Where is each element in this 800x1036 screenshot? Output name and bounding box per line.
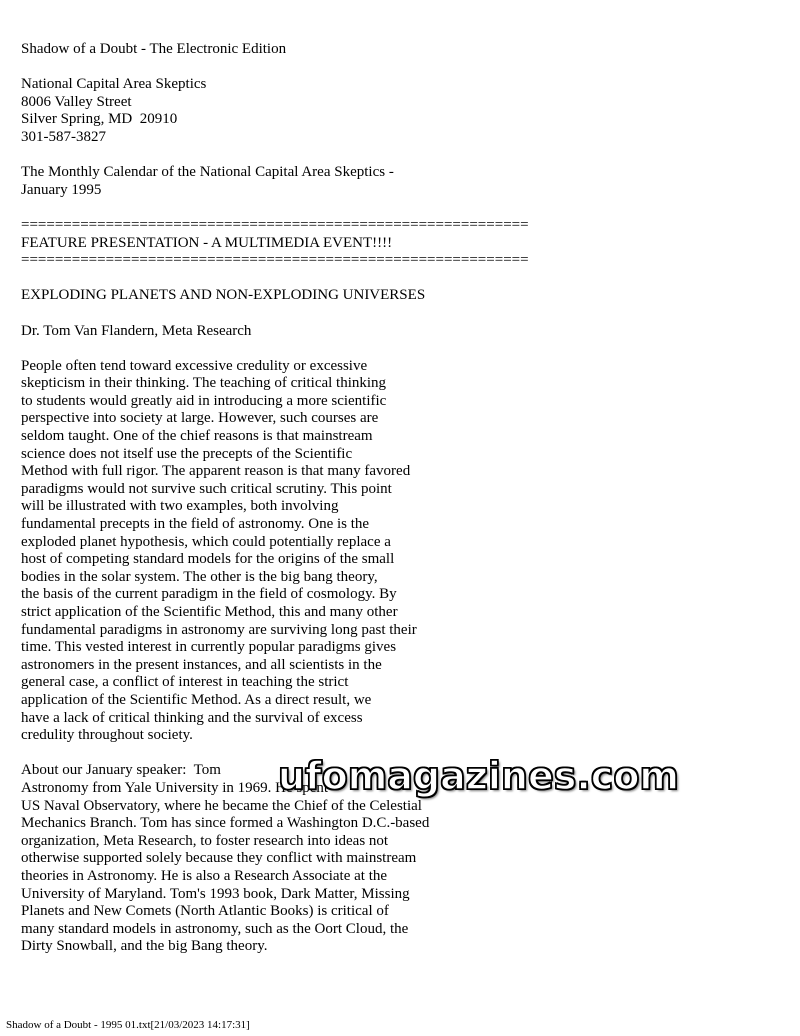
abstract-line: general case, a conflict of interest in teaching the strict (21, 674, 349, 691)
document-body (21, 41, 581, 956)
blank-line (21, 340, 581, 358)
bio-line: organization, Meta Research, to foster research into ideas not (21, 832, 389, 849)
bio-line: otherwise supported solely because they conflict with mainstream (21, 850, 417, 867)
bio-line: University of Maryland. Tom's 1993 book, Dark Matter, Missing (21, 885, 410, 902)
blank-line (21, 305, 581, 323)
blank-line (21, 147, 581, 165)
abstract-line: perspective into society at large. However, such courses are (21, 410, 379, 427)
bio-line: Mechanics Branch. Tom has since formed a Washington D.C.-based (21, 815, 430, 832)
address-line: National Capital Area Skeptics (21, 76, 207, 93)
abstract-paragraph (21, 358, 581, 745)
separator-line: ============================================================ (21, 252, 529, 269)
abstract-line: science does not itself use the precepts of the Scientific (21, 445, 353, 462)
address-line: 8006 Valley Street (21, 93, 132, 110)
abstract-line: credulity throughout society. (21, 727, 193, 744)
bio-line: US Naval Observatory, where he became the Chief of the Celestial (21, 797, 422, 814)
bio-line: Astronomy from Yale University in 1969. He spent (21, 779, 329, 796)
separator-line: ============================================================ (21, 216, 529, 233)
abstract-line: paradigms would not survive such critical scrutiny. This point (21, 480, 392, 497)
abstract-line: skepticism in their thinking. The teaching of critical thinking (21, 375, 387, 392)
abstract-line: exploded planet hypothesis, which could potentially replace a (21, 533, 391, 550)
bio-line: Planets and New Comets (North Atlantic Books) is critical of (21, 903, 389, 920)
abstract-line: Method with full rigor. The apparent reason is that many favored (21, 463, 411, 480)
blank-line (21, 270, 581, 288)
bio-line: theories in Astronomy. He is also a Research Associate at the (21, 867, 388, 884)
calendar-heading: The Monthly Calendar of the National Capital Area Skeptics - (21, 164, 394, 181)
address-block (21, 76, 581, 146)
abstract-line: the basis of the current paradigm in the field of cosmology. By (21, 586, 397, 603)
abstract-line: strict application of the Scientific Method, this and many other (21, 604, 398, 620)
abstract-line: astronomers in the present instances, and all scientists in the (21, 656, 382, 673)
abstract-line: application of the Scientific Method. As a direct result, we (21, 691, 372, 708)
abstract-line: fundamental paradigms in astronomy are surviving long past their (21, 621, 417, 638)
page-footer: Shadow of a Doubt - 1995 01.txt[21/03/2023 14:17:31] (6, 1019, 250, 1031)
abstract-line: time. This vested interest in currently popular paradigms gives (21, 639, 397, 656)
abstract-line: will be illustrated with two examples, both involving (21, 498, 339, 515)
bio-line: About our January speaker: Tom (21, 762, 221, 779)
document-title: Shadow of a Doubt - The Electronic Edition (21, 41, 287, 57)
address-line: Silver Spring, MD 20910 (21, 111, 178, 128)
watermark-logo: ufomagazines.com (278, 754, 680, 798)
address-line: 301-587-3827 (21, 128, 106, 145)
abstract-line: People often tend toward excessive credulity or excessive (21, 357, 368, 374)
calendar-date: January 1995 (21, 181, 102, 198)
abstract-line: to students would greatly aid in introducing a more scientific (21, 392, 387, 409)
abstract-line: have a lack of critical thinking and the survival of excess (21, 709, 363, 726)
talk-title: EXPLODING PLANETS AND NON-EXPLODING UNIVERSES (21, 287, 426, 304)
blank-line (21, 59, 581, 77)
abstract-line: seldom taught. One of the chief reasons is that mainstream (21, 428, 373, 445)
bio-line: many standard models in astronomy, such as the Oort Cloud, the (21, 920, 409, 937)
speaker-line: Dr. Tom Van Flandern, Meta Research (21, 322, 252, 339)
blank-line (21, 199, 581, 217)
abstract-line: fundamental precepts in the field of astronomy. One is the (21, 516, 370, 533)
abstract-line: bodies in the solar system. The other is the big bang theory, (21, 568, 378, 585)
bio-line: Dirty Snowball, and the big Bang theory. (21, 938, 268, 955)
abstract-line: host of competing standard models for the origins of the small (21, 551, 395, 568)
feature-heading: FEATURE PRESENTATION - A MULTIMEDIA EVENT!!!! (21, 234, 393, 251)
